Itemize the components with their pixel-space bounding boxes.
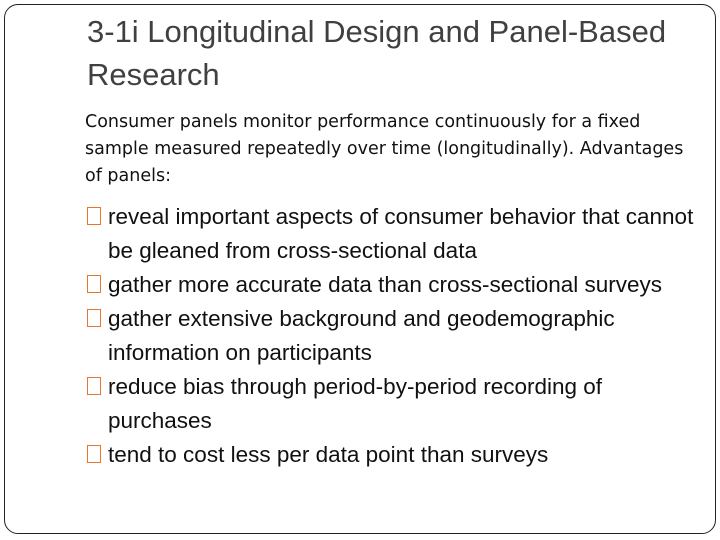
bullet-text: gather extensive background and geodemographic information on participants [108, 306, 615, 365]
bullet-item [87, 370, 707, 438]
advantages-list [87, 200, 707, 472]
bullet-text: tend to cost less per data point than surveys [108, 442, 549, 467]
intro-paragraph: Consumer panels monitor performance continuously for a fixed sample measured repeatedly over time (longitudinally). Advantages of panels: [85, 112, 684, 186]
bullet-text: reveal important aspects of consumer behavior that cannot be gleaned from cross-sectional data [108, 204, 694, 263]
bullet-text: reduce bias through period-by-period recording of purchases [108, 374, 603, 433]
bullet-square-icon [87, 309, 101, 327]
bullet-square-icon [87, 445, 101, 463]
bullet-text: gather more accurate data than cross-sectional surveys [108, 272, 663, 297]
bullet-item [87, 438, 707, 472]
bullet-item [87, 268, 707, 302]
bullet-square-icon [87, 275, 101, 293]
bullet-item [87, 302, 707, 370]
bullet-square-icon [87, 207, 101, 225]
slide-title: 3-1i Longitudinal Design and Panel-Based Research [87, 14, 667, 92]
bullet-square-icon [87, 377, 101, 395]
bullet-item [87, 200, 707, 268]
